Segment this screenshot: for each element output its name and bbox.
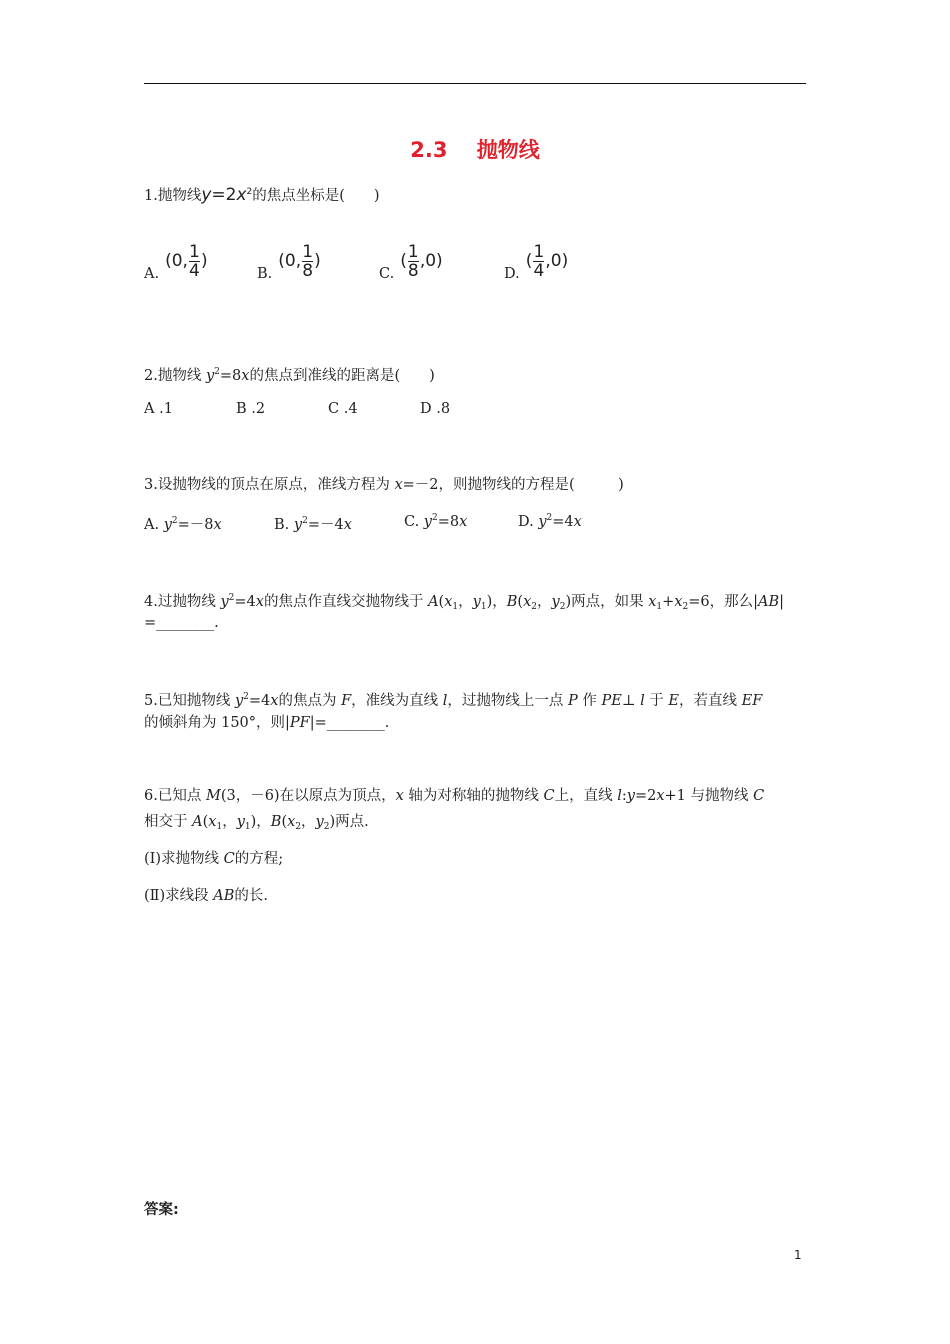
- q6-C2: C: [753, 788, 765, 804]
- q3-option-b: [274, 513, 352, 534]
- q4-y1: y: [472, 594, 481, 610]
- q1-suffix: 的焦点坐标是( ): [252, 188, 380, 204]
- q6-l2-t1: 相交于: [144, 814, 193, 830]
- q1-c-den: 8: [407, 260, 419, 281]
- q6-t7: +1 与抛物线: [664, 788, 754, 804]
- q4-t9: )两点，如果: [565, 594, 649, 610]
- q1-d-num: 1: [533, 241, 545, 262]
- q1-eq-exp: 2: [246, 187, 253, 197]
- q3-a-label: A.: [144, 517, 164, 533]
- q3-c-rest: =8: [437, 514, 460, 530]
- q1-option-d-label: D.: [504, 266, 520, 282]
- q1-b-fraction: [302, 243, 313, 280]
- q5-x: x: [270, 693, 279, 709]
- q3-option-a: [144, 513, 222, 534]
- q4-t3: 的焦点作直线交抛物线于: [263, 594, 429, 610]
- q1-b-left: (0,: [278, 251, 302, 271]
- q1-equation: [201, 185, 252, 205]
- q5-l2-t1: 的倾斜角为 150°，则|: [144, 715, 290, 731]
- q6-s1: 1: [216, 822, 223, 832]
- q6-part2-pre: (Ⅱ)求线段: [144, 888, 214, 904]
- q6-l2-t3: ，: [222, 814, 237, 830]
- q2-exp: 2: [214, 367, 220, 377]
- q6-l2-t6: ，: [301, 814, 316, 830]
- q6-t2: (3，－6)在以原点为顶点，: [220, 788, 396, 804]
- q6-t3: 轴为对称轴的抛物线: [403, 788, 544, 804]
- q1-option-c-value: [400, 243, 443, 280]
- q6-part2-AB: AB: [213, 888, 235, 904]
- q6-l2-t7: )两点.: [329, 814, 369, 830]
- q1-option-b-label: B.: [257, 266, 273, 282]
- q2-option-d: D .8: [420, 401, 451, 417]
- page-title: [0, 134, 950, 164]
- q5-F: F: [341, 693, 352, 709]
- q4-t6: )，: [486, 594, 507, 610]
- q3-d-x: x: [573, 514, 582, 530]
- q1-b-num: 1: [302, 241, 314, 262]
- q3-b-label: B.: [274, 517, 294, 533]
- q5-line-2: [144, 713, 389, 733]
- q1-d-right: ,0): [545, 251, 569, 271]
- q4-x: x: [255, 594, 264, 610]
- q5-t3: 的焦点为: [278, 693, 342, 709]
- q3-var-x: x: [394, 477, 403, 493]
- q2-eq: =8: [219, 368, 242, 384]
- q5-E: E: [668, 693, 680, 709]
- question-5: [144, 687, 762, 711]
- q4-sa: 1: [656, 602, 663, 612]
- q2-option-a: A .1: [144, 401, 173, 417]
- q3-a-x: x: [213, 517, 222, 533]
- q2-var-x: x: [241, 368, 250, 384]
- q4-t11: |: [779, 594, 785, 610]
- q2-option-c: C .4: [328, 401, 358, 417]
- q4-t8: ，: [537, 594, 552, 610]
- q5-t9: ，若直线: [679, 693, 742, 709]
- title-number: 2.3: [410, 138, 448, 162]
- header-rule: [144, 83, 806, 84]
- q1-option-b: [257, 240, 321, 282]
- q3-d-rest: =4: [552, 514, 574, 530]
- q6-A: A: [192, 814, 203, 830]
- q1-option-d-value: [526, 243, 569, 280]
- q1-c-left: (: [400, 251, 407, 271]
- q1-a-left: (0,: [165, 251, 188, 271]
- q1-option-a: [144, 240, 208, 282]
- q3-d-label: D.: [518, 514, 539, 530]
- q4-t2: =4: [234, 594, 256, 610]
- q6-part2-post: 的长.: [234, 888, 269, 904]
- q4-AB: AB: [757, 594, 780, 610]
- q5-t1: 5.已知抛物线: [144, 693, 235, 709]
- q4-exp: 2: [228, 593, 235, 603]
- q2-var-y: y: [205, 368, 215, 384]
- q6-t4: 上，直线: [554, 788, 618, 804]
- q2-suffix: 的焦点到准线的距离是( ): [249, 368, 435, 384]
- q4-answer-line: =________.: [144, 615, 219, 631]
- q1-d-fraction: [533, 243, 544, 280]
- q6-part-2: [144, 886, 268, 906]
- question-3: [144, 475, 624, 495]
- q4-plus: +: [662, 594, 675, 610]
- q1-a-num: 1: [189, 241, 200, 262]
- q1-option-c-label: C.: [379, 266, 395, 282]
- q4-s1: 1: [452, 602, 459, 612]
- q5-PE: PE: [601, 693, 622, 709]
- q3-c-exp: 2: [432, 513, 438, 523]
- q4-B: B: [506, 594, 518, 610]
- title-text: 抛物线: [476, 138, 540, 162]
- q6-s2: 2: [295, 822, 302, 832]
- q1-d-den: 4: [533, 260, 545, 281]
- q1-a-fraction: [189, 243, 200, 280]
- q4-s1b: 1: [480, 602, 487, 612]
- q6-B: B: [270, 814, 282, 830]
- q3-c-y: y: [423, 514, 432, 530]
- q6-l2-t2: (: [202, 814, 209, 830]
- question-1: [144, 182, 380, 206]
- q1-option-c: [379, 240, 443, 282]
- question-2: [144, 362, 435, 386]
- q4-x2: x: [523, 594, 532, 610]
- q6-s2b: 2: [323, 822, 330, 832]
- q3-b-y: y: [293, 517, 303, 533]
- q4-y: y: [220, 594, 229, 610]
- q6-l2-t5: (: [281, 814, 288, 830]
- q4-t1: 4.过抛物线: [144, 594, 221, 610]
- q1-b-den: 8: [302, 260, 314, 281]
- q6-t5: :: [621, 788, 627, 804]
- q1-eq-y: y: [201, 185, 212, 205]
- q1-b-right: ): [314, 251, 321, 271]
- q6-x2: x: [656, 788, 665, 804]
- q3-b-x: x: [343, 517, 352, 533]
- q3-a-y: y: [163, 517, 172, 533]
- q4-t7: (: [517, 594, 524, 610]
- page-number: 1: [794, 1248, 802, 1262]
- q4-t4: (: [438, 594, 445, 610]
- q4-x1: x: [444, 594, 453, 610]
- q6-xx2: x: [287, 814, 296, 830]
- q6-yy2: y: [315, 814, 324, 830]
- q1-eq-x: x: [236, 185, 247, 205]
- q5-l: l: [442, 693, 448, 709]
- q3-d-exp: 2: [546, 513, 553, 523]
- q4-s2: 2: [531, 602, 537, 612]
- q3-option-c: [404, 513, 467, 530]
- q5-y: y: [234, 693, 244, 709]
- q4-s2b: 2: [559, 602, 566, 612]
- q3-a-exp: 2: [171, 516, 178, 526]
- q6-l2-t4: )，: [250, 814, 271, 830]
- q4-xb: x: [674, 594, 683, 610]
- q1-prefix: 1.抛物线: [144, 188, 202, 204]
- q1-c-right: ,0): [419, 251, 443, 271]
- q4-t10: =6，那么|: [688, 594, 758, 610]
- q6-part-1: [144, 849, 283, 869]
- q5-t5: ，过抛物线上一点: [447, 693, 568, 709]
- q4-A: A: [428, 594, 439, 610]
- q3-a-rest: =－8: [177, 517, 214, 533]
- question-6: [144, 786, 764, 806]
- q1-option-a-value: [165, 243, 208, 280]
- q5-PF: PF: [289, 715, 310, 731]
- q3-b-exp: 2: [302, 516, 308, 526]
- q5-EF: EF: [741, 693, 763, 709]
- q6-t6: =2: [634, 788, 657, 804]
- q5-t8: 于: [644, 693, 669, 709]
- q6-l: l: [617, 788, 622, 804]
- q6-C: C: [543, 788, 555, 804]
- q6-y1: y: [236, 814, 245, 830]
- q3-d-y: y: [538, 514, 547, 530]
- q5-l2: l: [640, 693, 645, 709]
- q5-t2: =4: [248, 693, 271, 709]
- q6-part1-C: C: [223, 851, 235, 867]
- q5-t6: 作: [577, 693, 602, 709]
- q4-sb: 2: [682, 602, 689, 612]
- q6-part1-pre: (Ⅰ)求抛物线: [144, 851, 224, 867]
- q1-c-num: 1: [407, 241, 419, 262]
- q4-y2: y: [551, 594, 560, 610]
- q3-b-rest: =－4: [307, 517, 344, 533]
- q4-t5: ，: [458, 594, 473, 610]
- q3-prefix: 3.设抛物线的顶点在原点，准线方程为: [144, 477, 395, 493]
- q5-exp: 2: [243, 692, 249, 702]
- q3-option-d: [518, 513, 582, 530]
- q3-c-x: x: [459, 514, 468, 530]
- q5-P: P: [567, 693, 578, 709]
- q6-line-2: [144, 812, 369, 837]
- q6-s1b: 1: [244, 822, 251, 832]
- q6-y: y: [626, 788, 635, 804]
- q1-a-right: ): [200, 251, 208, 271]
- q5-t7: ⊥: [621, 693, 641, 709]
- q5-l2-t2: |=________.: [309, 715, 390, 731]
- q3-eq: =－2，则抛物线的方程是( ): [402, 477, 624, 493]
- q6-M: M: [205, 788, 221, 804]
- answer-label: 答案:: [144, 1202, 179, 1218]
- q1-option-d: [504, 240, 568, 282]
- q4-xa: x: [648, 594, 657, 610]
- q6-part1-post: 的方程;: [234, 851, 284, 867]
- q1-c-fraction: [408, 243, 419, 280]
- q1-d-left: (: [525, 251, 533, 271]
- q1-option-b-value: [278, 243, 321, 280]
- q6-x1: x: [208, 814, 217, 830]
- q5-t4: ，准线为直线: [351, 693, 443, 709]
- question-4: [144, 588, 784, 617]
- q6-x: x: [395, 788, 404, 804]
- q1-eq-rest: =2: [211, 185, 237, 205]
- q1-a-den: 4: [189, 260, 200, 281]
- q2-prefix: 2.抛物线: [144, 368, 206, 384]
- q6-t1: 6.已知点: [144, 788, 206, 804]
- q1-option-a-label: A.: [144, 266, 160, 282]
- q3-c-label: C.: [404, 514, 424, 530]
- q2-option-b: B .2: [236, 401, 266, 417]
